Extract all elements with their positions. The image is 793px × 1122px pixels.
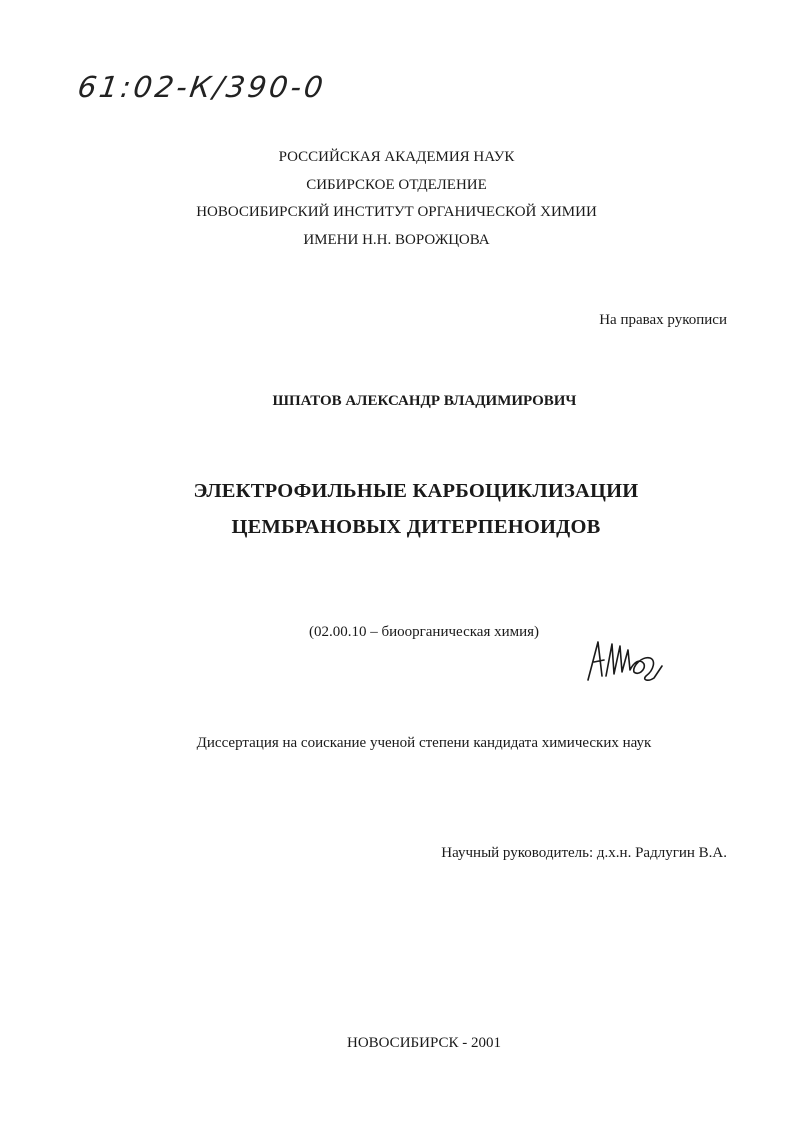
rights-note: На правах рукописи [599,312,727,328]
institution-line: СИБИРСКОЕ ОТДЕЛЕНИЕ [306,176,487,193]
institution-line: ИМЕНИ Н.Н. ВОРОЖЦОВА [303,231,490,248]
supervisor: Научный руководитель: д.х.н. Радлугин В.А. [441,845,727,861]
speciality-code: (02.00.10 – биоорганическая химия) [308,624,540,640]
author-name: ШПАТОВ АЛЕКСАНДР ВЛАДИМИРОВИЧ [272,393,577,409]
handwritten-archive-code: 61:02-К/390-0 [75,70,329,104]
title-line: ЭЛЕКТРОФИЛЬНЫЕ КАРБОЦИКЛИЗАЦИИ [193,480,639,502]
city-year: НОВОСИБИРСК - 2001 [347,1035,501,1051]
title-line: ЦЕМБРАНОВЫХ ДИТЕРПЕНОИДОВ [231,516,601,538]
thesis-title [0,473,793,545]
institution-line: НОВОСИБИРСКИЙ ИНСТИТУТ ОРГАНИЧЕСКОЙ ХИМИИ [196,204,597,220]
institution-header [0,144,793,254]
institution-line: РОССИЙСКАЯ АКАДЕМИЯ НАУК [278,149,515,165]
dissertation-note: Диссертация на соискание ученой степени кандидата химических наук [196,735,652,751]
signature-icon [584,636,666,684]
